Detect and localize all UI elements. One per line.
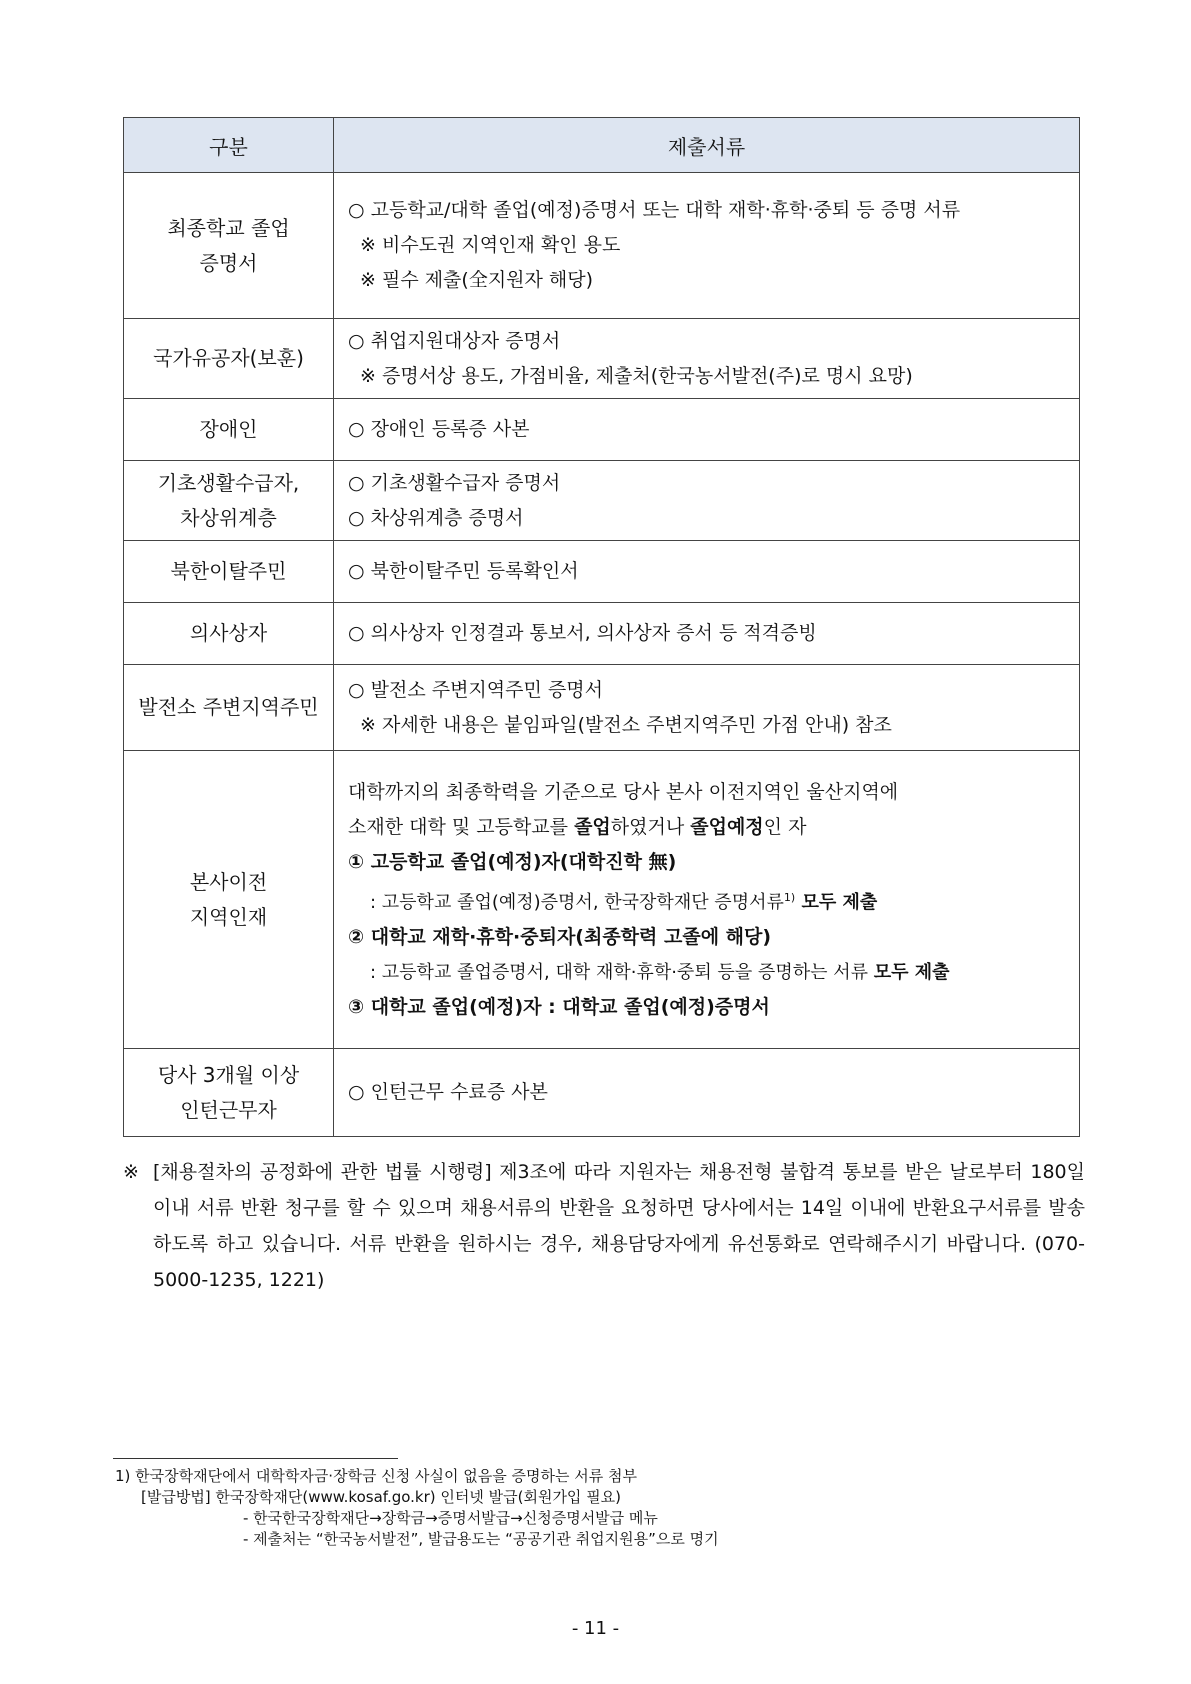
footnote-divider bbox=[113, 1458, 398, 1459]
row-category: 국가유공자(보훈) bbox=[124, 319, 334, 399]
table-row bbox=[124, 461, 1080, 541]
header-category: 구분 bbox=[124, 118, 334, 173]
row-category: 당사 3개월 이상 인턴근무자 bbox=[124, 1049, 334, 1137]
documents-table bbox=[123, 117, 1080, 1137]
row-documents: ○ 취업지원대상자 증명서 ※ 증명서상 용도, 가점비율, 제출처(한국농서발전(주)로 명시 요망) bbox=[334, 319, 1080, 399]
row-category: 북한이탈주민 bbox=[124, 541, 334, 603]
row-category: 본사이전 지역인재 bbox=[124, 751, 334, 1049]
row-category: 최종학교 졸업 증명서 bbox=[124, 173, 334, 319]
header-documents: 제출서류 bbox=[334, 118, 1080, 173]
row-documents: ○ 인턴근무 수료증 사본 bbox=[334, 1049, 1080, 1137]
footnote: 1) 한국장학재단에서 대학학자금·장학금 신청 사실이 없음을 증명하는 서류 첨부 [발급방법] 한국장학재단(www.kosaf.go.kr) 인터넷 발급(회원가입 필요) - 한국한국장학재단→장학금→증명서발급→신청증명서발급 메뉴 - 제출처는 “한국농서발전”, 발급용도는 “공공기관 취업지원용”으로 명기 bbox=[115, 1467, 719, 1548]
table-row bbox=[124, 399, 1080, 461]
table-header-row bbox=[124, 118, 1080, 173]
notice-text: [채용절차의 공정화에 관한 법률 시행령] 제3조에 따라 지원자는 채용전형 불합격 통보를 받은 날로부터 180일 이내 서류 반환 청구를 할 수 있으며 채용서류의 반환을 요청하면 당사에서는 14일 이내에 반환요구서류를 발송하도록 하고 있습니다. 서류 반환을 원하시는 경우, 채용담당자에게 유선통화로 연락해주시기 바랍니다. (070-5000-1235, 1221) bbox=[153, 1161, 1085, 1291]
table-row bbox=[124, 665, 1080, 751]
row-category: 발전소 주변지역주민 bbox=[124, 665, 334, 751]
row-documents: ○ 의사상자 인정결과 통보서, 의사상자 증서 등 적격증빙 bbox=[334, 603, 1080, 665]
row-documents: ○ 고등학교/대학 졸업(예정)증명서 또는 대학 재학·휴학·중퇴 등 증명 서류 ※ 비수도권 지역인재 확인 용도 ※ 필수 제출(全지원자 해당) bbox=[334, 173, 1080, 319]
table-row bbox=[124, 751, 1080, 1049]
row-documents: ○ 발전소 주변지역주민 증명서 ※ 자세한 내용은 붙임파일(발전소 주변지역주민 가점 안내) 참조 bbox=[334, 665, 1080, 751]
table-row bbox=[124, 603, 1080, 665]
table-row bbox=[124, 1049, 1080, 1137]
row-category: 기초생활수급자, 차상위계층 bbox=[124, 461, 334, 541]
notice-mark: ※ bbox=[123, 1161, 139, 1183]
row-documents: 대학까지의 최종학력을 기준으로 당사 본사 이전지역인 울산지역에 소재한 대학 및 고등학교를 졸업하였거나 졸업예정인 자 ① 고등학교 졸업(예정)자(대학진학 無) : 고등학교 졸업(예정)증명서, 한국장학재단 증명서류$^{1)}$ 모두 제출 ② 대학교 재학·휴학·중퇴자(최종학력 고졸에 해당) : 고등학교 졸업증명서, 대학 재학·휴학·중퇴 등을 증명하는 서류 모두 제출 ③ 대학교 졸업(예정)자 : 대학교 졸업(예정)증명서 bbox=[334, 751, 1080, 1049]
row-documents: ○ 장애인 등록증 사본 bbox=[334, 399, 1080, 461]
row-category: 장애인 bbox=[124, 399, 334, 461]
table-row bbox=[124, 541, 1080, 603]
table-row bbox=[124, 173, 1080, 319]
row-documents: ○ 북한이탈주민 등록확인서 bbox=[334, 541, 1080, 603]
row-documents: ○ 기초생활수급자 증명서 ○ 차상위계층 증명서 bbox=[334, 461, 1080, 541]
return-notice bbox=[123, 1154, 1085, 1298]
table-row bbox=[124, 319, 1080, 399]
row-category: 의사상자 bbox=[124, 603, 334, 665]
page-number: - 11 - bbox=[571, 1618, 620, 1639]
